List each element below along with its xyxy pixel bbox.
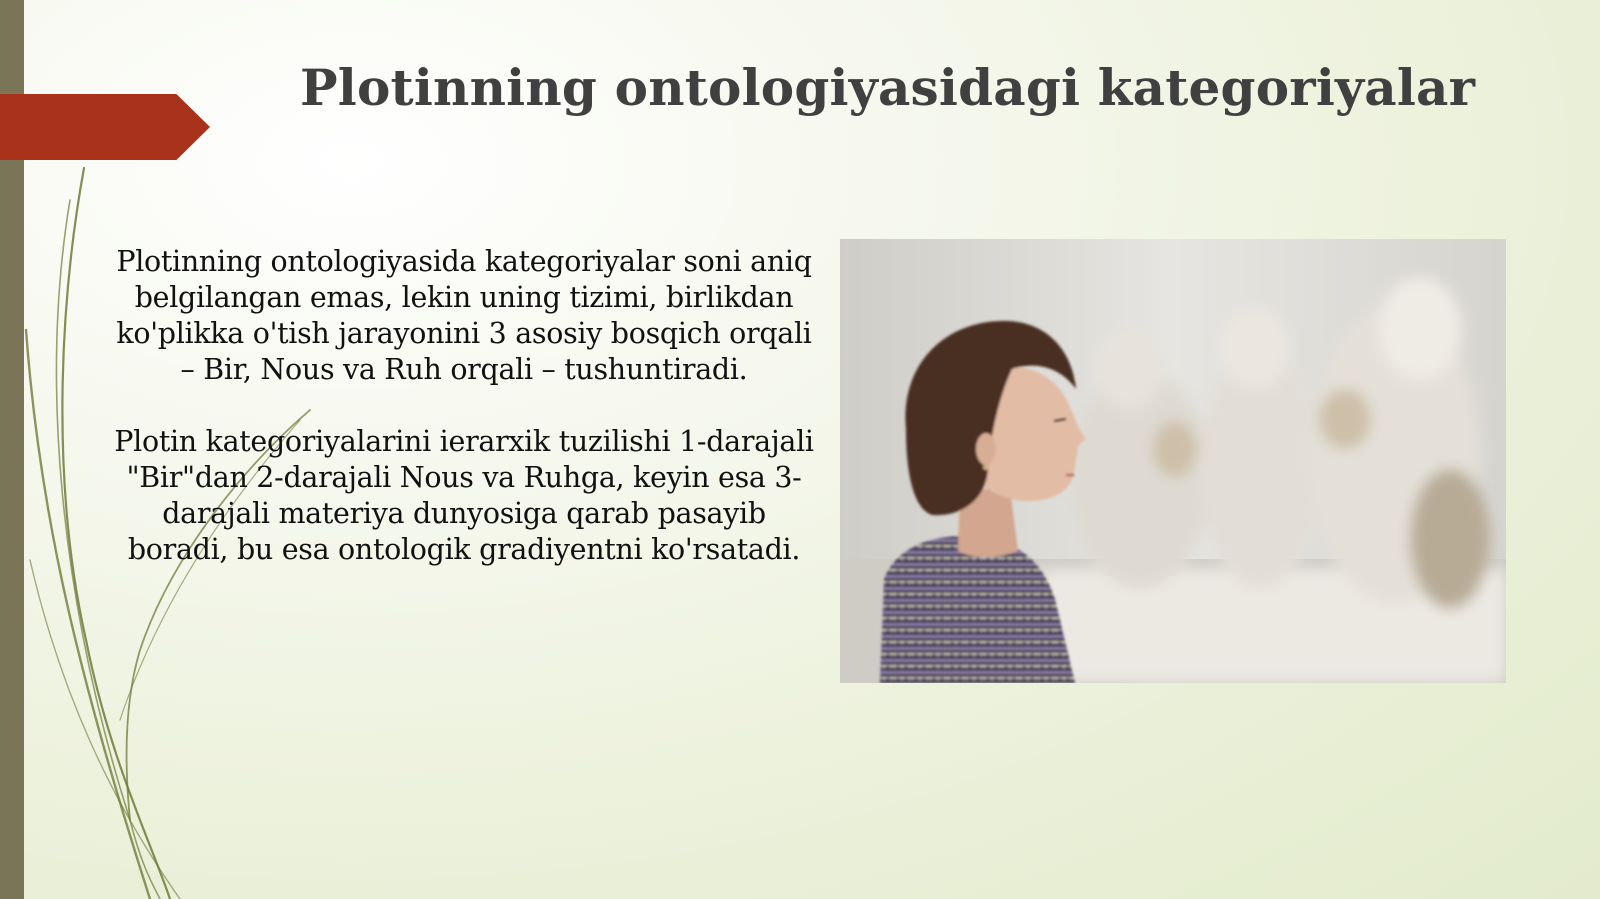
museum-photo	[840, 239, 1506, 683]
paragraph-2: Plotin kategoriyalarini ierarxik tuzilishi 1-darajali "Bir"dan 2-darajali Nous va Ruhga, keyin esa 3-darajali materiya dunyosiga qarab pasayib boradi, bu esa ontologik gradiyentni ko'rsatadi.	[114, 425, 814, 566]
paragraph-1: Plotinning ontologiyasida kategoriyalar soni aniq belgilangan emas, lekin uning tizimi, birlikdan ko'plikka o'tish jarayonini 3 asosiy bosqich orqali – Bir, Nous va Ruh orqali – tushuntiradi.	[116, 245, 812, 386]
body-text	[108, 244, 820, 568]
slide-title: Plotinning ontologiyasidagi kategoriyalar	[300, 58, 1476, 117]
accent-arrow-shape	[0, 94, 210, 160]
